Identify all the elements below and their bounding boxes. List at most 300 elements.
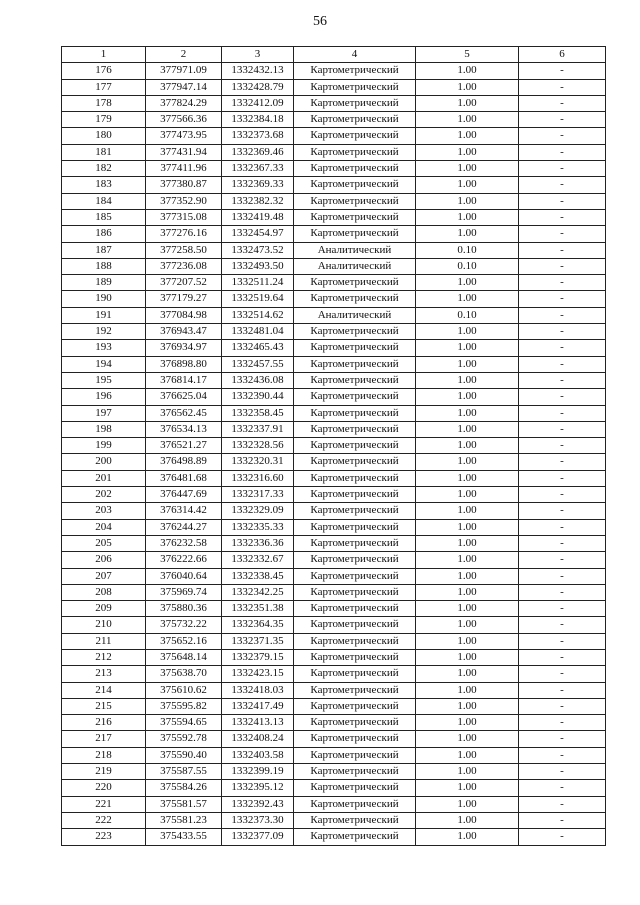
point-number-cell: 217 [62, 731, 146, 747]
method-cell: Картометрический [294, 112, 416, 128]
accuracy-cell: 1.00 [416, 568, 519, 584]
x-coordinate-cell: 375610.62 [146, 682, 222, 698]
point-number-cell: 191 [62, 307, 146, 323]
point-number-cell: 216 [62, 715, 146, 731]
x-coordinate-cell: 376814.17 [146, 372, 222, 388]
note-cell: - [519, 812, 606, 828]
x-coordinate-cell: 376534.13 [146, 421, 222, 437]
method-cell: Аналитический [294, 242, 416, 258]
accuracy-cell: 1.00 [416, 275, 519, 291]
point-number-cell: 187 [62, 242, 146, 258]
table-row [62, 812, 606, 828]
table-row [62, 617, 606, 633]
note-cell: - [519, 307, 606, 323]
method-cell: Картометрический [294, 764, 416, 780]
y-coordinate-cell: 1332320.31 [222, 454, 294, 470]
method-cell: Картометрический [294, 503, 416, 519]
accuracy-cell: 1.00 [416, 519, 519, 535]
y-coordinate-cell: 1332514.62 [222, 307, 294, 323]
x-coordinate-cell: 377824.29 [146, 95, 222, 111]
table-row [62, 666, 606, 682]
note-cell: - [519, 470, 606, 486]
table-header [62, 47, 606, 63]
point-number-cell: 189 [62, 275, 146, 291]
note-cell: - [519, 584, 606, 600]
table-row [62, 715, 606, 731]
method-cell: Картометрический [294, 666, 416, 682]
point-number-cell: 178 [62, 95, 146, 111]
x-coordinate-cell: 376562.45 [146, 405, 222, 421]
y-coordinate-cell: 1332335.33 [222, 519, 294, 535]
note-cell: - [519, 601, 606, 617]
method-cell: Картометрический [294, 405, 416, 421]
accuracy-cell: 1.00 [416, 503, 519, 519]
accuracy-cell: 1.00 [416, 177, 519, 193]
x-coordinate-cell: 376625.04 [146, 389, 222, 405]
method-cell: Картометрический [294, 796, 416, 812]
point-number-cell: 186 [62, 226, 146, 242]
y-coordinate-cell: 1332337.91 [222, 421, 294, 437]
coordinates-table [61, 46, 606, 846]
x-coordinate-cell: 375584.26 [146, 780, 222, 796]
method-cell: Картометрический [294, 144, 416, 160]
table-row [62, 552, 606, 568]
point-number-cell: 215 [62, 698, 146, 714]
table-row [62, 568, 606, 584]
x-coordinate-cell: 377352.90 [146, 193, 222, 209]
note-cell: - [519, 780, 606, 796]
accuracy-cell: 1.00 [416, 63, 519, 79]
y-coordinate-cell: 1332412.09 [222, 95, 294, 111]
point-number-cell: 198 [62, 421, 146, 437]
method-cell: Картометрический [294, 340, 416, 356]
y-coordinate-cell: 1332428.79 [222, 79, 294, 95]
table-row [62, 63, 606, 79]
method-cell: Картометрический [294, 568, 416, 584]
y-coordinate-cell: 1332457.55 [222, 356, 294, 372]
point-number-cell: 197 [62, 405, 146, 421]
accuracy-cell: 1.00 [416, 144, 519, 160]
note-cell: - [519, 552, 606, 568]
y-coordinate-cell: 1332465.43 [222, 340, 294, 356]
accuracy-cell: 1.00 [416, 79, 519, 95]
x-coordinate-cell: 377276.16 [146, 226, 222, 242]
x-coordinate-cell: 377236.08 [146, 258, 222, 274]
x-coordinate-cell: 377207.52 [146, 275, 222, 291]
y-coordinate-cell: 1332519.64 [222, 291, 294, 307]
point-number-cell: 210 [62, 617, 146, 633]
method-cell: Картометрический [294, 731, 416, 747]
note-cell: - [519, 112, 606, 128]
point-number-cell: 200 [62, 454, 146, 470]
table-row [62, 731, 606, 747]
x-coordinate-cell: 376040.64 [146, 568, 222, 584]
note-cell: - [519, 454, 606, 470]
method-cell: Картометрический [294, 747, 416, 763]
note-cell: - [519, 747, 606, 763]
table-row [62, 324, 606, 340]
x-coordinate-cell: 375590.40 [146, 747, 222, 763]
column-header-5: 5 [416, 47, 519, 63]
x-coordinate-cell: 375433.55 [146, 829, 222, 845]
y-coordinate-cell: 1332493.50 [222, 258, 294, 274]
point-number-cell: 194 [62, 356, 146, 372]
x-coordinate-cell: 377411.96 [146, 161, 222, 177]
note-cell: - [519, 617, 606, 633]
table-row [62, 796, 606, 812]
accuracy-cell: 1.00 [416, 372, 519, 388]
method-cell: Картометрический [294, 519, 416, 535]
y-coordinate-cell: 1332403.58 [222, 747, 294, 763]
method-cell: Картометрический [294, 780, 416, 796]
accuracy-cell: 1.00 [416, 633, 519, 649]
x-coordinate-cell: 375581.23 [146, 812, 222, 828]
y-coordinate-cell: 1332454.97 [222, 226, 294, 242]
y-coordinate-cell: 1332395.12 [222, 780, 294, 796]
table-row [62, 780, 606, 796]
y-coordinate-cell: 1332373.30 [222, 812, 294, 828]
table-row [62, 209, 606, 225]
accuracy-cell: 1.00 [416, 764, 519, 780]
point-number-cell: 190 [62, 291, 146, 307]
method-cell: Картометрический [294, 715, 416, 731]
note-cell: - [519, 79, 606, 95]
x-coordinate-cell: 375732.22 [146, 617, 222, 633]
note-cell: - [519, 161, 606, 177]
note-cell: - [519, 275, 606, 291]
x-coordinate-cell: 376943.47 [146, 324, 222, 340]
accuracy-cell: 1.00 [416, 666, 519, 682]
point-number-cell: 192 [62, 324, 146, 340]
method-cell: Картометрический [294, 535, 416, 551]
method-cell: Картометрический [294, 372, 416, 388]
accuracy-cell: 0.10 [416, 258, 519, 274]
y-coordinate-cell: 1332332.67 [222, 552, 294, 568]
accuracy-cell: 1.00 [416, 715, 519, 731]
point-number-cell: 208 [62, 584, 146, 600]
x-coordinate-cell: 375652.16 [146, 633, 222, 649]
method-cell: Картометрический [294, 633, 416, 649]
accuracy-cell: 1.00 [416, 324, 519, 340]
x-coordinate-cell: 376934.97 [146, 340, 222, 356]
method-cell: Аналитический [294, 307, 416, 323]
table-row [62, 503, 606, 519]
accuracy-cell: 1.00 [416, 552, 519, 568]
y-coordinate-cell: 1332384.18 [222, 112, 294, 128]
point-number-cell: 199 [62, 438, 146, 454]
point-number-cell: 205 [62, 535, 146, 551]
table-row [62, 584, 606, 600]
column-header-6: 6 [519, 47, 606, 63]
y-coordinate-cell: 1332418.03 [222, 682, 294, 698]
note-cell: - [519, 731, 606, 747]
note-cell: - [519, 356, 606, 372]
note-cell: - [519, 519, 606, 535]
method-cell: Картометрический [294, 617, 416, 633]
method-cell: Картометрический [294, 454, 416, 470]
y-coordinate-cell: 1332419.48 [222, 209, 294, 225]
x-coordinate-cell: 375581.57 [146, 796, 222, 812]
x-coordinate-cell: 375595.82 [146, 698, 222, 714]
x-coordinate-cell: 377179.27 [146, 291, 222, 307]
y-coordinate-cell: 1332358.45 [222, 405, 294, 421]
table-row [62, 79, 606, 95]
table-row [62, 112, 606, 128]
note-cell: - [519, 63, 606, 79]
method-cell: Картометрический [294, 95, 416, 111]
method-cell: Картометрический [294, 698, 416, 714]
note-cell: - [519, 372, 606, 388]
point-number-cell: 188 [62, 258, 146, 274]
y-coordinate-cell: 1332317.33 [222, 487, 294, 503]
point-number-cell: 207 [62, 568, 146, 584]
note-cell: - [519, 405, 606, 421]
accuracy-cell: 1.00 [416, 698, 519, 714]
note-cell: - [519, 829, 606, 845]
x-coordinate-cell: 375594.65 [146, 715, 222, 731]
accuracy-cell: 1.00 [416, 649, 519, 665]
table-row [62, 389, 606, 405]
header-row [62, 47, 606, 63]
method-cell: Картометрический [294, 389, 416, 405]
x-coordinate-cell: 377315.08 [146, 209, 222, 225]
accuracy-cell: 1.00 [416, 780, 519, 796]
note-cell: - [519, 389, 606, 405]
column-header-4: 4 [294, 47, 416, 63]
note-cell: - [519, 715, 606, 731]
y-coordinate-cell: 1332390.44 [222, 389, 294, 405]
point-number-cell: 204 [62, 519, 146, 535]
point-number-cell: 203 [62, 503, 146, 519]
note-cell: - [519, 193, 606, 209]
accuracy-cell: 1.00 [416, 747, 519, 763]
method-cell: Картометрический [294, 226, 416, 242]
x-coordinate-cell: 377473.95 [146, 128, 222, 144]
note-cell: - [519, 258, 606, 274]
point-number-cell: 223 [62, 829, 146, 845]
point-number-cell: 180 [62, 128, 146, 144]
method-cell: Картометрический [294, 829, 416, 845]
x-coordinate-cell: 375648.14 [146, 649, 222, 665]
x-coordinate-cell: 375969.74 [146, 584, 222, 600]
x-coordinate-cell: 376232.58 [146, 535, 222, 551]
accuracy-cell: 1.00 [416, 161, 519, 177]
method-cell: Картометрический [294, 812, 416, 828]
method-cell: Картометрический [294, 421, 416, 437]
accuracy-cell: 1.00 [416, 535, 519, 551]
note-cell: - [519, 291, 606, 307]
accuracy-cell: 1.00 [416, 128, 519, 144]
method-cell: Картометрический [294, 177, 416, 193]
method-cell: Картометрический [294, 552, 416, 568]
point-number-cell: 193 [62, 340, 146, 356]
accuracy-cell: 1.00 [416, 209, 519, 225]
y-coordinate-cell: 1332417.49 [222, 698, 294, 714]
table-row [62, 307, 606, 323]
note-cell: - [519, 568, 606, 584]
y-coordinate-cell: 1332382.32 [222, 193, 294, 209]
point-number-cell: 209 [62, 601, 146, 617]
accuracy-cell: 1.00 [416, 405, 519, 421]
point-number-cell: 176 [62, 63, 146, 79]
accuracy-cell: 1.00 [416, 682, 519, 698]
x-coordinate-cell: 377258.50 [146, 242, 222, 258]
point-number-cell: 206 [62, 552, 146, 568]
y-coordinate-cell: 1332367.33 [222, 161, 294, 177]
y-coordinate-cell: 1332379.15 [222, 649, 294, 665]
table-row [62, 193, 606, 209]
y-coordinate-cell: 1332371.35 [222, 633, 294, 649]
method-cell: Картометрический [294, 209, 416, 225]
point-number-cell: 213 [62, 666, 146, 682]
x-coordinate-cell: 376481.68 [146, 470, 222, 486]
table-row [62, 291, 606, 307]
note-cell: - [519, 177, 606, 193]
y-coordinate-cell: 1332338.45 [222, 568, 294, 584]
table-row [62, 698, 606, 714]
table-row [62, 649, 606, 665]
table-row [62, 829, 606, 845]
table-row [62, 747, 606, 763]
method-cell: Картометрический [294, 649, 416, 665]
table-row [62, 258, 606, 274]
y-coordinate-cell: 1332351.38 [222, 601, 294, 617]
y-coordinate-cell: 1332423.15 [222, 666, 294, 682]
table-row [62, 226, 606, 242]
table-row [62, 601, 606, 617]
y-coordinate-cell: 1332399.19 [222, 764, 294, 780]
x-coordinate-cell: 377380.87 [146, 177, 222, 193]
point-number-cell: 195 [62, 372, 146, 388]
table-row [62, 372, 606, 388]
note-cell: - [519, 698, 606, 714]
y-coordinate-cell: 1332511.24 [222, 275, 294, 291]
table-row [62, 438, 606, 454]
table-row [62, 405, 606, 421]
point-number-cell: 177 [62, 79, 146, 95]
y-coordinate-cell: 1332373.68 [222, 128, 294, 144]
note-cell: - [519, 438, 606, 454]
note-cell: - [519, 796, 606, 812]
accuracy-cell: 1.00 [416, 193, 519, 209]
accuracy-cell: 1.00 [416, 340, 519, 356]
note-cell: - [519, 487, 606, 503]
note-cell: - [519, 242, 606, 258]
table-row [62, 242, 606, 258]
y-coordinate-cell: 1332413.13 [222, 715, 294, 731]
note-cell: - [519, 666, 606, 682]
point-number-cell: 201 [62, 470, 146, 486]
point-number-cell: 222 [62, 812, 146, 828]
accuracy-cell: 1.00 [416, 584, 519, 600]
accuracy-cell: 1.00 [416, 487, 519, 503]
page-number: 56 [313, 14, 327, 29]
table-row [62, 177, 606, 193]
point-number-cell: 179 [62, 112, 146, 128]
table-row [62, 633, 606, 649]
table-row [62, 470, 606, 486]
x-coordinate-cell: 376898.80 [146, 356, 222, 372]
y-coordinate-cell: 1332392.43 [222, 796, 294, 812]
accuracy-cell: 1.00 [416, 356, 519, 372]
accuracy-cell: 1.00 [416, 470, 519, 486]
accuracy-cell: 1.00 [416, 617, 519, 633]
x-coordinate-cell: 375638.70 [146, 666, 222, 682]
point-number-cell: 212 [62, 649, 146, 665]
note-cell: - [519, 340, 606, 356]
method-cell: Картометрический [294, 128, 416, 144]
note-cell: - [519, 209, 606, 225]
table-row [62, 340, 606, 356]
table-row [62, 275, 606, 291]
table-row [62, 144, 606, 160]
x-coordinate-cell: 377947.14 [146, 79, 222, 95]
table-row [62, 764, 606, 780]
accuracy-cell: 1.00 [416, 226, 519, 242]
note-cell: - [519, 503, 606, 519]
point-number-cell: 181 [62, 144, 146, 160]
column-header-2: 2 [146, 47, 222, 63]
accuracy-cell: 1.00 [416, 796, 519, 812]
accuracy-cell: 1.00 [416, 438, 519, 454]
point-number-cell: 185 [62, 209, 146, 225]
y-coordinate-cell: 1332377.09 [222, 829, 294, 845]
table-row [62, 161, 606, 177]
x-coordinate-cell: 375587.55 [146, 764, 222, 780]
accuracy-cell: 1.00 [416, 454, 519, 470]
table-row [62, 454, 606, 470]
accuracy-cell: 1.00 [416, 731, 519, 747]
note-cell: - [519, 764, 606, 780]
table-body [62, 63, 606, 845]
point-number-cell: 221 [62, 796, 146, 812]
table-row [62, 356, 606, 372]
x-coordinate-cell: 377431.94 [146, 144, 222, 160]
y-coordinate-cell: 1332364.35 [222, 617, 294, 633]
y-coordinate-cell: 1332342.25 [222, 584, 294, 600]
note-cell: - [519, 128, 606, 144]
point-number-cell: 184 [62, 193, 146, 209]
table-row [62, 487, 606, 503]
point-number-cell: 219 [62, 764, 146, 780]
x-coordinate-cell: 376521.27 [146, 438, 222, 454]
y-coordinate-cell: 1332481.04 [222, 324, 294, 340]
method-cell: Картометрический [294, 601, 416, 617]
x-coordinate-cell: 377971.09 [146, 63, 222, 79]
accuracy-cell: 0.10 [416, 242, 519, 258]
note-cell: - [519, 95, 606, 111]
x-coordinate-cell: 376498.89 [146, 454, 222, 470]
method-cell: Картометрический [294, 470, 416, 486]
note-cell: - [519, 144, 606, 160]
method-cell: Картометрический [294, 63, 416, 79]
method-cell: Картометрический [294, 487, 416, 503]
x-coordinate-cell: 376244.27 [146, 519, 222, 535]
method-cell: Картометрический [294, 324, 416, 340]
table-row [62, 128, 606, 144]
accuracy-cell: 0.10 [416, 307, 519, 323]
method-cell: Картометрический [294, 682, 416, 698]
accuracy-cell: 1.00 [416, 812, 519, 828]
table-row [62, 682, 606, 698]
method-cell: Картометрический [294, 193, 416, 209]
accuracy-cell: 1.00 [416, 95, 519, 111]
column-header-1: 1 [62, 47, 146, 63]
y-coordinate-cell: 1332369.33 [222, 177, 294, 193]
method-cell: Картометрический [294, 356, 416, 372]
x-coordinate-cell: 376314.42 [146, 503, 222, 519]
accuracy-cell: 1.00 [416, 601, 519, 617]
